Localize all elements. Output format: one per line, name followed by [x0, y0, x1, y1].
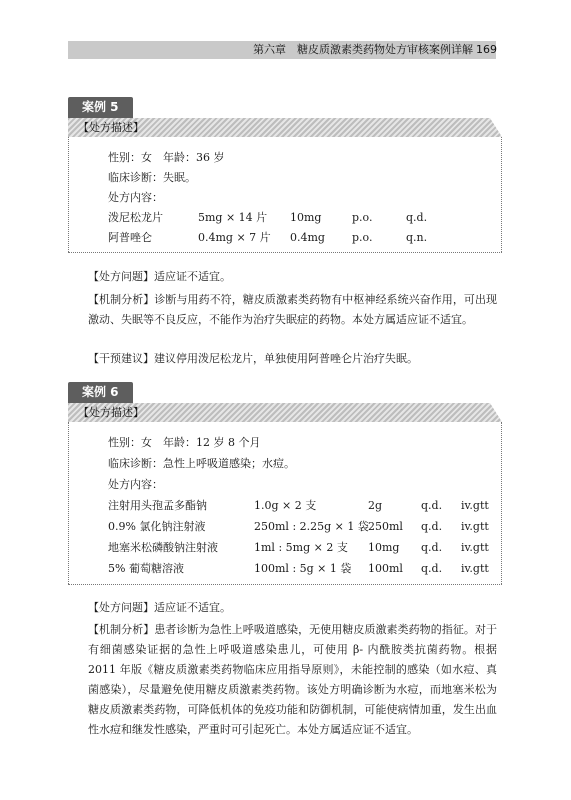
case6-box-right — [501, 422, 502, 584]
drug-name: 注射用头孢孟多酯钠 — [108, 499, 207, 512]
case6-title: 案例 6 — [68, 382, 133, 403]
chapter-title: 第六章 糖皮质激素类药物处方审核案例详解 — [253, 43, 473, 56]
problem-label: 【处方问题】 — [88, 601, 154, 614]
case5-box-left — [68, 137, 69, 252]
case5-patient: 性别：女 年龄：36 岁 — [108, 151, 225, 164]
case6-box-bottom — [68, 584, 502, 585]
drug-name: 0.9% 氯化钠注射液 — [108, 520, 206, 533]
case5-diagnosis: 临床诊断：失眠。 — [108, 171, 196, 184]
drug-spec: 100ml : 5g × 1 袋 — [254, 562, 352, 575]
intervention-label: 【干预建议】 — [88, 352, 154, 365]
mechanism-text: 诊断与用药不符，糖皮质激素类药物有中枢神经系统兴奋作用，可出现激动、失眠等不良反应，不能作为治疗失眠症的药物。本处方属适应证不适宜。 — [88, 293, 498, 326]
drug-freq: q.d. — [421, 499, 443, 512]
drug-name: 地塞米松磷酸钠注射液 — [108, 541, 218, 554]
drug-dose: 250ml — [368, 520, 403, 533]
page-number: 169 — [476, 43, 497, 56]
case5-box-right — [501, 137, 502, 252]
drug-dose: 10mg — [368, 541, 400, 554]
drug-freq: q.d. — [421, 541, 443, 554]
case6-diagnosis: 临床诊断：急性上呼吸道感染；水痘。 — [108, 457, 295, 470]
drug-spec: 250ml : 2.25g × 1 袋 — [254, 520, 369, 533]
drug-dose: 100ml — [368, 562, 403, 575]
drug-route: iv.gtt — [461, 499, 489, 512]
drug-spec: 5mg × 14 片 — [198, 211, 268, 224]
case6-desc-label: 【处方描述】 — [78, 406, 144, 419]
case5-mechanism — [88, 290, 497, 330]
case5-problem — [88, 267, 497, 287]
drug-freq: q.n. — [406, 231, 428, 244]
mechanism-label: 【机制分析】 — [88, 293, 155, 306]
mechanism-label: 【机制分析】 — [88, 623, 155, 636]
drug-spec: 1.0g × 2 支 — [254, 499, 317, 512]
drug-route: p.o. — [352, 231, 373, 244]
drug-route: p.o. — [352, 211, 373, 224]
case6-problem — [88, 598, 497, 618]
case6-content-label: 处方内容： — [108, 478, 163, 491]
problem-text: 适应证不适宜。 — [154, 270, 231, 283]
drug-route: iv.gtt — [461, 541, 489, 554]
drug-route: iv.gtt — [461, 520, 489, 533]
drug-dose: 10mg — [290, 211, 322, 224]
case6-mechanism — [88, 620, 497, 740]
problem-text: 适应证不适宜。 — [154, 601, 231, 614]
problem-label: 【处方问题】 — [88, 270, 154, 283]
intervention-text: 建议停用泼尼松龙片，单独使用阿普唑仑片治疗失眠。 — [154, 352, 418, 365]
drug-dose: 2g — [368, 499, 383, 512]
drug-dose: 0.4mg — [290, 231, 325, 244]
drug-freq: q.d. — [421, 562, 443, 575]
case5-intervention — [88, 349, 497, 369]
case5-box-bottom — [68, 252, 502, 253]
drug-name: 阿普唑仑 — [108, 231, 152, 244]
case5-content-label: 处方内容： — [108, 191, 163, 204]
drug-route: iv.gtt — [461, 562, 489, 575]
drug-freq: q.d. — [421, 520, 443, 533]
case6-box-left — [68, 422, 69, 584]
drug-spec: 1ml : 5mg × 2 支 — [254, 541, 348, 554]
drug-name: 泼尼松龙片 — [108, 211, 163, 224]
mechanism-text: 患者诊断为急性上呼吸道感染，无使用糖皮质激素类药物的指征。对于有细菌感染证据的急性上呼吸道感染患儿，可使用 β- 内酰胺类抗菌药物。根据 2011 年版《糖皮质激素类药物临床应用指导原则》，未能控制的感染（如水痘、真菌感染），尽量避免使用糖皮质激素类药物。该处方明确诊断为水痘，而地塞米松为糖皮质激素类药物，可降低机体的免疫功能和防御机制，可能使病情加重，发生出血性水痘和继发性感染，严重时可引起死亡。本处方属适应证不适宜。 — [88, 623, 498, 736]
case5-desc-label: 【处方描述】 — [78, 121, 144, 134]
case5-title: 案例 5 — [68, 97, 133, 118]
case6-patient: 性别：女 年龄：12 岁 8 个月 — [108, 436, 261, 449]
drug-name: 5% 葡萄糖溶液 — [108, 562, 184, 575]
drug-spec: 0.4mg × 7 片 — [198, 231, 271, 244]
drug-freq: q.d. — [406, 211, 428, 224]
